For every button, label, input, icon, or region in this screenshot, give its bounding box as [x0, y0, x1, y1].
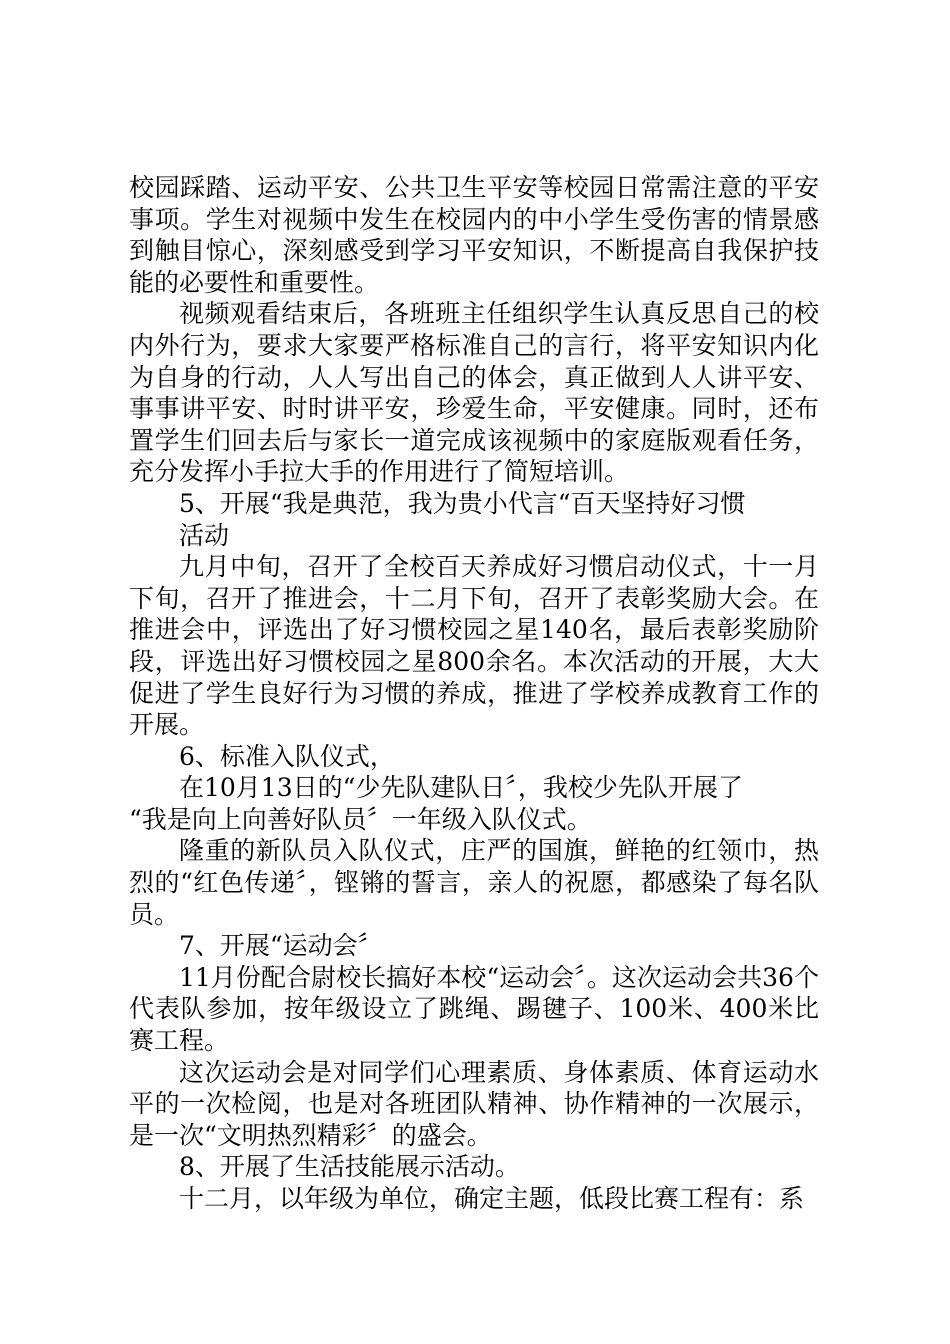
paragraph-team-day: 在10月13日的“少先队建队日〞，我校少先队开展了 — [179, 773, 743, 803]
section-heading-8: 8、开展了生活技能展示活动。 — [179, 1152, 520, 1182]
paragraph-ceremony: 隆重的新队员入队仪式，庄严的国旗，鲜艳的红领巾，热烈的“红色传递〞，铿锵的誓言，亲人的祝愿，都感染了每名队员。 — [129, 836, 819, 929]
paragraph-team-day-continued: “我是向上向善好队员〞一年级入队仪式。 — [129, 804, 592, 834]
paragraph-good-habits: 九月中旬，召开了全校百天养成好习惯启动仪式，十一月下旬，召开了推进会，十二月下旬，召开了表彰奖励大会。在推进会中，评选出了好习惯校园之星140名，最后表彰奖励阶段，评选出好习惯校园之星800余名。本次活动的开展，大大促进了学生良好行为习惯的养成，推进了学校养成教育工作的开展。 — [129, 552, 819, 740]
section-heading-6: 6、标准入队仪式， — [179, 741, 395, 771]
paragraph-sports-meet: 11月份配合尉校长搞好本校“运动会〞。这次运动会共36个代表队参加，按年级设立了跳绳、踢毽子、100米、400米比赛工程。 — [129, 962, 819, 1056]
paragraph-life-skills: 十二月，以年级为单位，确定主题，低段比赛工程有：系 — [179, 1184, 805, 1213]
document-body — [129, 172, 819, 1215]
section-heading-5: 5、开展“我是典范，我为贵小代言“百天坚持好习惯 — [179, 488, 746, 518]
section-heading-5-continued: 活动 — [179, 520, 230, 550]
section-heading-7: 7、开展“运动会〞 — [179, 931, 383, 961]
paragraph-sports-review: 这次运动会是对同学们心理素质、身体素质、体育运动水平的一次检阅，也是对各班团队精神、协作精神的一次展示，是一次“文明热烈精彩〞的盛会。 — [129, 1057, 819, 1150]
paragraph-safety-topics: 校园踩踏、运动平安、公共卫生平安等校园日常需注意的平安事项。学生对视频中发生在校园内的中小学生受伤害的情景感到触目惊心，深刻感受到学习平安知识，不断提高自我保护技能的必要性和重要性。 — [129, 173, 819, 297]
paragraph-video-reflection: 视频观看结束后，各班班主任组织学生认真反思自己的校内外行为，要求大家要严格标准自己的言行，将平安知识内化为自身的行动，人人写出自己的体会，真正做到人人讲平安、事事讲平安、时时讲平安，珍爱生命，平安健康。同时，还布置学生们回去后与家长一道完成该视频中的家庭版观看任务，充分发挥小手拉大手的作用进行了简短培训。 — [129, 299, 819, 487]
